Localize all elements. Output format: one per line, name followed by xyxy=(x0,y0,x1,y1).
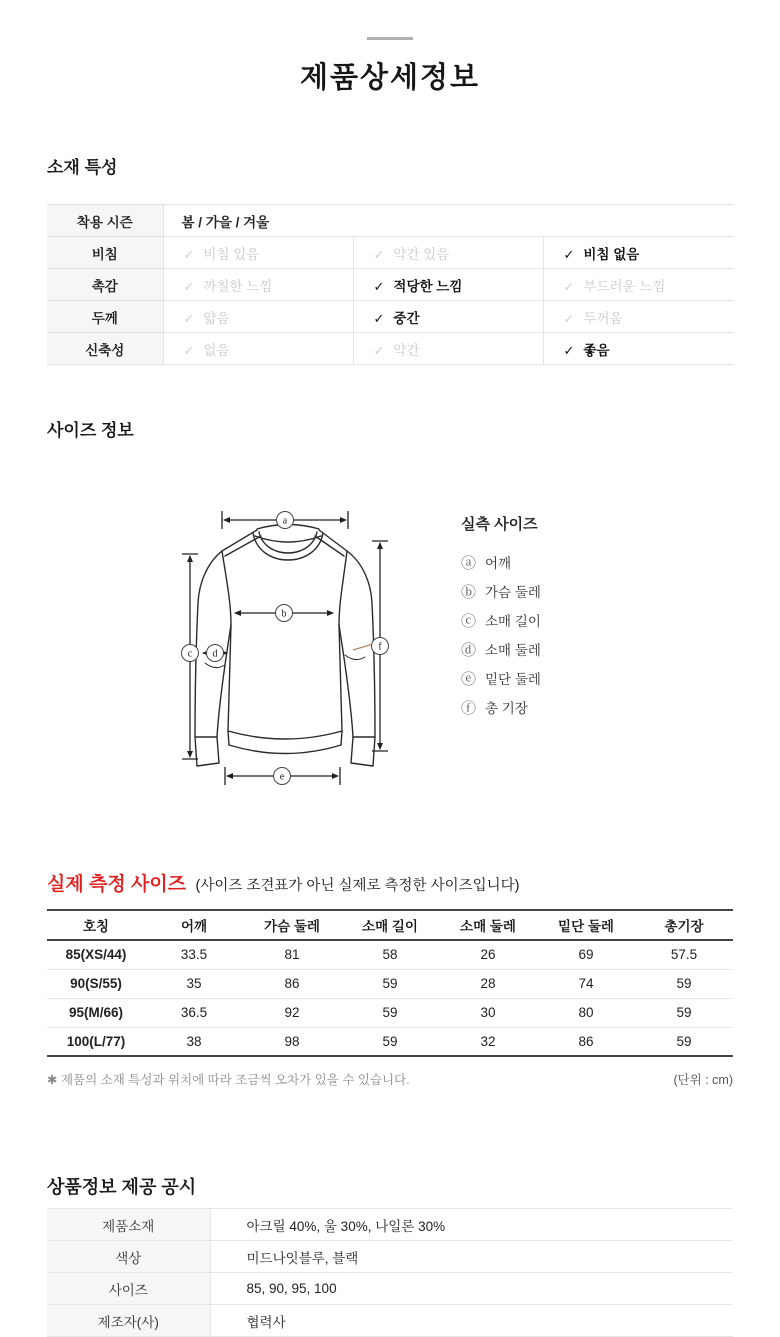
tolerance-note xyxy=(47,1070,410,1088)
material-option-selected xyxy=(353,269,543,301)
material-option-selected xyxy=(353,301,543,333)
table-row xyxy=(47,1241,733,1273)
table-row xyxy=(47,969,733,998)
material-option-label: 약간 있음 xyxy=(393,246,450,262)
size-info-heading: 사이즈 정보 xyxy=(47,421,134,440)
material-option-label: 비침 있음 xyxy=(203,246,260,262)
diagram-mark-e: e xyxy=(279,771,285,783)
material-option xyxy=(163,269,353,301)
material-row-label: 착용 시즌 xyxy=(47,205,163,237)
size-value-cell: 28 xyxy=(439,969,537,998)
material-option-selected xyxy=(543,237,733,269)
size-info-section xyxy=(47,416,733,815)
page-title: 제품상세정보 xyxy=(299,62,481,94)
material-option-label: 비침 없음 xyxy=(583,246,640,262)
material-option-label: 약간 xyxy=(393,342,420,358)
material-option-label: 두꺼움 xyxy=(583,310,623,326)
table-row xyxy=(47,940,733,969)
garment-diagram xyxy=(165,503,455,815)
material-option-selected xyxy=(543,333,733,365)
legend-title: 실측 사이즈 xyxy=(461,516,538,533)
size-value-cell: 98 xyxy=(243,1027,341,1056)
measure-footer xyxy=(47,1070,733,1088)
size-value-cell: 57.5 xyxy=(635,940,733,969)
material-option xyxy=(543,301,733,333)
disclosure-value: 아크릴 40%, 울 30%, 나일론 30% xyxy=(210,1209,733,1241)
material-row-label: 촉감 xyxy=(47,269,163,301)
table-row xyxy=(47,1273,733,1305)
size-value-cell: 26 xyxy=(439,940,537,969)
check-icon: ✓ xyxy=(563,278,575,294)
check-icon: ✓ xyxy=(183,310,195,326)
legend-item xyxy=(461,557,541,572)
column-header: 소매 길이 xyxy=(341,910,439,940)
size-value-cell: 38 xyxy=(145,1027,243,1056)
measured-size-section xyxy=(47,873,733,1088)
diagram-mark-f: f xyxy=(378,641,382,653)
asterisk-icon: ✱ xyxy=(47,1073,58,1087)
legend-item xyxy=(461,673,541,688)
size-value-cell: 33.5 xyxy=(145,940,243,969)
legend-item xyxy=(461,644,541,659)
column-header: 호칭 xyxy=(47,910,145,940)
legend-label: 총 기장 xyxy=(485,701,528,716)
circled-d-icon: ⓓ xyxy=(461,643,477,659)
check-icon: ✓ xyxy=(183,342,195,358)
size-value-cell: 74 xyxy=(537,969,635,998)
circled-e-icon: ⓔ xyxy=(461,672,477,688)
material-row xyxy=(47,301,733,333)
check-icon: ✓ xyxy=(563,310,575,326)
check-icon: ✓ xyxy=(373,342,385,358)
material-row xyxy=(47,333,733,365)
material-table xyxy=(47,204,733,365)
season-value: 봄 / 가을 / 겨울 xyxy=(163,205,733,237)
measurement-legend xyxy=(461,503,541,815)
material-option xyxy=(353,333,543,365)
check-icon: ✓ xyxy=(563,342,575,358)
legend-item xyxy=(461,702,541,717)
size-diagram-row xyxy=(47,503,733,815)
material-option-label: 중간 xyxy=(393,310,420,326)
table-row xyxy=(47,1209,733,1241)
size-value-cell: 80 xyxy=(537,998,635,1027)
material-season-row xyxy=(47,205,733,237)
material-option xyxy=(353,237,543,269)
size-name-cell: 90(S/55) xyxy=(47,969,145,998)
material-row-label: 두께 xyxy=(47,301,163,333)
disclosure-table xyxy=(47,1208,733,1337)
measured-size-table xyxy=(47,909,733,1057)
size-value-cell: 86 xyxy=(537,1027,635,1056)
disclosure-value: 미드나잇블루, 블랙 xyxy=(210,1241,733,1273)
column-header: 소매 둘레 xyxy=(439,910,537,940)
material-row xyxy=(47,269,733,301)
size-value-cell: 59 xyxy=(635,998,733,1027)
measured-size-subtitle: (사이즈 조견표가 아닌 실제로 측정한 사이즈입니다) xyxy=(195,878,520,894)
material-option-label: 까칠한 느낌 xyxy=(203,278,273,294)
size-value-cell: 59 xyxy=(341,1027,439,1056)
unit-note: (단위 : cm) xyxy=(673,1073,733,1087)
disclosure-label: 제조자(사) xyxy=(47,1305,210,1337)
size-value-cell: 32 xyxy=(439,1027,537,1056)
material-row xyxy=(47,237,733,269)
check-icon: ✓ xyxy=(563,246,575,262)
size-name-cell: 95(M/66) xyxy=(47,998,145,1027)
material-row-label: 비침 xyxy=(47,237,163,269)
product-detail-page xyxy=(0,37,780,1337)
check-icon: ✓ xyxy=(183,278,195,294)
size-value-cell: 36.5 xyxy=(145,998,243,1027)
material-option-label: 적당한 느낌 xyxy=(393,278,463,294)
material-row-label: 신축성 xyxy=(47,333,163,365)
size-value-cell: 30 xyxy=(439,998,537,1027)
table-row xyxy=(47,1305,733,1337)
column-header: 총기장 xyxy=(635,910,733,940)
legend-label: 어깨 xyxy=(485,556,512,571)
check-icon: ✓ xyxy=(373,246,385,262)
circled-c-icon: ⓒ xyxy=(461,614,477,630)
check-icon: ✓ xyxy=(373,278,385,294)
tolerance-note-text: 제품의 소재 특성과 위치에 따라 조금씩 오차가 있을 수 있습니다. xyxy=(60,1073,410,1087)
circled-b-icon: ⓑ xyxy=(461,585,477,601)
column-header: 밑단 둘레 xyxy=(537,910,635,940)
diagram-mark-b: b xyxy=(281,608,287,620)
size-value-cell: 69 xyxy=(537,940,635,969)
table-row xyxy=(47,998,733,1027)
table-row xyxy=(47,1027,733,1056)
size-value-cell: 59 xyxy=(341,969,439,998)
material-option-label: 좋음 xyxy=(583,342,610,358)
material-option xyxy=(163,237,353,269)
material-option-label: 없음 xyxy=(203,342,230,358)
legend-label: 밑단 둘레 xyxy=(485,672,541,687)
size-name-cell: 100(L/77) xyxy=(47,1027,145,1056)
diagram-mark-d: d xyxy=(212,648,218,660)
material-option xyxy=(163,333,353,365)
disclosure-label: 제품소재 xyxy=(47,1209,210,1241)
size-value-cell: 92 xyxy=(243,998,341,1027)
disclosure-value: 85, 90, 95, 100 xyxy=(210,1273,733,1305)
measure-header-row xyxy=(47,910,733,940)
measured-size-title: 실제 측정 사이즈 xyxy=(47,874,187,895)
circled-f-icon: ⓕ xyxy=(461,701,477,717)
size-value-cell: 58 xyxy=(341,940,439,969)
size-value-cell: 35 xyxy=(145,969,243,998)
material-option xyxy=(163,301,353,333)
size-value-cell: 81 xyxy=(243,940,341,969)
material-section xyxy=(47,153,733,365)
legend-label: 소매 길이 xyxy=(485,614,541,629)
circled-a-icon: ⓐ xyxy=(461,556,477,572)
material-heading: 소재 특성 xyxy=(47,158,118,177)
legend-item xyxy=(461,615,541,630)
diagram-mark-a: a xyxy=(282,515,288,527)
disclosure-value: 협력사 xyxy=(210,1305,733,1337)
disclosure-label: 색상 xyxy=(47,1241,210,1273)
size-name-cell: 85(XS/44) xyxy=(47,940,145,969)
legend-label: 가슴 둘레 xyxy=(485,585,541,600)
legend-item xyxy=(461,586,541,601)
diagram-mark-c: c xyxy=(187,648,193,660)
size-value-cell: 59 xyxy=(635,969,733,998)
title-divider xyxy=(367,37,413,40)
size-value-cell: 59 xyxy=(635,1027,733,1056)
legend-label: 소매 둘레 xyxy=(485,643,541,658)
check-icon: ✓ xyxy=(373,310,385,326)
material-option xyxy=(543,269,733,301)
column-header: 어깨 xyxy=(145,910,243,940)
check-icon: ✓ xyxy=(183,246,195,262)
size-value-cell: 86 xyxy=(243,969,341,998)
disclosure-section xyxy=(47,1173,733,1337)
material-option-label: 얇음 xyxy=(203,310,230,326)
disclosure-label: 사이즈 xyxy=(47,1273,210,1305)
size-value-cell: 59 xyxy=(341,998,439,1027)
material-option-label: 부드러운 느낌 xyxy=(583,278,666,294)
column-header: 가슴 둘레 xyxy=(243,910,341,940)
disclosure-heading: 상품정보 제공 공시 xyxy=(47,1177,197,1197)
measured-size-heading xyxy=(47,873,733,898)
